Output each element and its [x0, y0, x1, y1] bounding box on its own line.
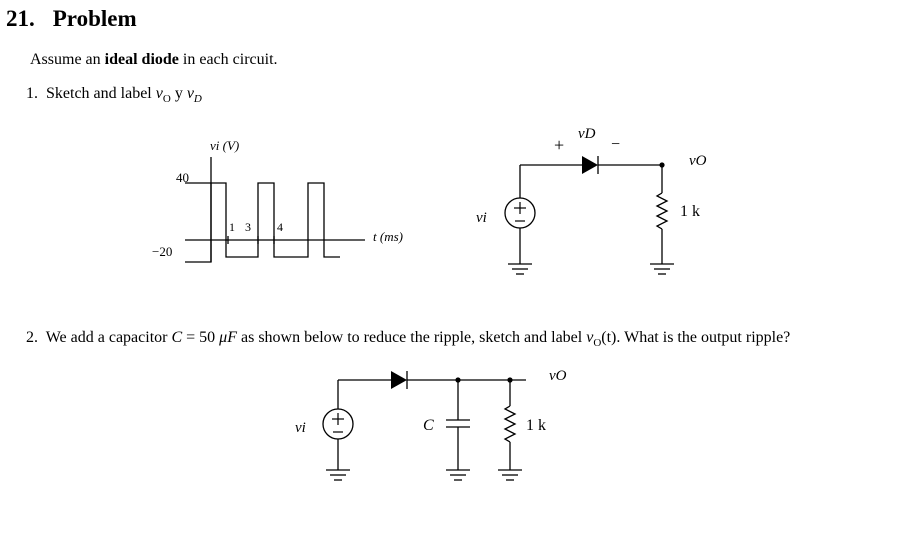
c2-cap-node	[455, 377, 460, 382]
waveform-tick-label-4: 4	[277, 220, 283, 234]
waveform-tick-label-1: 1	[229, 220, 235, 234]
waveform-tick-label-3: 3	[245, 220, 251, 234]
c2-resistor-label: 1 k	[526, 417, 546, 434]
c1-vd-label: vD	[578, 126, 596, 142]
c1-vo-label: vO	[689, 153, 707, 169]
c2-vo-label: vO	[549, 368, 567, 384]
c2-output-node	[507, 377, 512, 382]
waveform-low-label: −20	[152, 244, 173, 259]
item-1-text: 1. Sketch and label $v_O$ y $v_D$	[26, 85, 202, 106]
waveform-plot	[185, 157, 365, 262]
intro-text: Assume an ideal diode in each circuit.	[30, 51, 278, 68]
c1-minus-label: −	[611, 136, 621, 153]
c2-ground-right	[498, 470, 522, 480]
c1-vi-label: vi	[476, 210, 487, 226]
c1-plus-label: +	[554, 135, 565, 155]
c2-resistor	[505, 406, 515, 442]
c1-resistor-label: 1 k	[680, 203, 700, 220]
c1-ground-left	[508, 264, 532, 274]
problem-number: 21.	[6, 6, 35, 31]
c1-ground-right	[650, 264, 674, 274]
c1-diode-triangle	[582, 156, 598, 174]
c2-vi-label: vi	[295, 420, 306, 436]
waveform-trace	[185, 183, 340, 262]
c1-output-node	[659, 162, 664, 167]
c2-ground-middle	[446, 470, 470, 480]
c1-resistor	[657, 193, 667, 229]
waveform-high-label: 40	[176, 170, 189, 185]
waveform-ylabel: vi (V)	[210, 138, 240, 153]
c2-cap-label: C	[423, 417, 434, 434]
c2-diode-triangle	[391, 371, 407, 389]
c2-ground-left	[326, 470, 350, 480]
circuit-1	[505, 156, 674, 274]
ideal-diode-bold: ideal diode	[104, 51, 179, 68]
item-2-text: 2. We add a capacitor C = 50 μF as shown below to reduce the ripple, sketch and label $v_O(t)$. What is the output ripple?	[26, 329, 791, 350]
problem-title: Problem	[52, 6, 137, 31]
waveform-xlabel: t (ms)	[373, 229, 403, 244]
